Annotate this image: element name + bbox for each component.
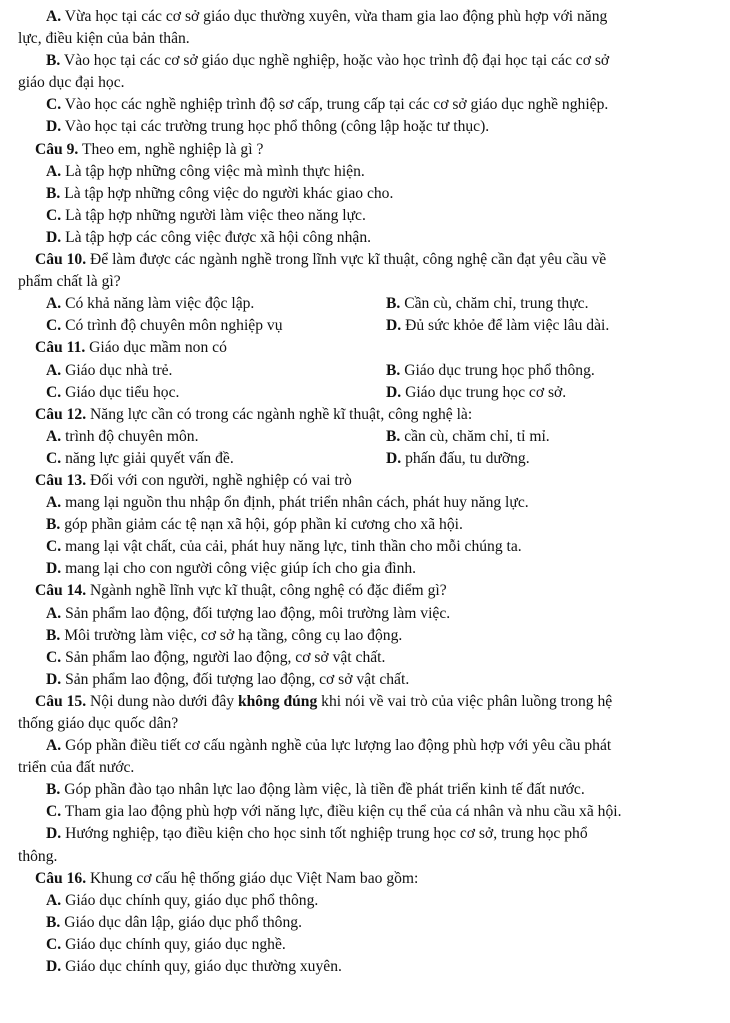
question-9: Câu 9. Theo em, nghề nghiệp là gì ?	[35, 140, 264, 158]
q10-options-row-1	[18, 293, 712, 315]
q11-option-c: C. Giáo dục tiểu học.	[46, 383, 180, 401]
q11-option-a: A. Giáo dục nhà trẻ.	[46, 361, 173, 379]
question-16: Câu 16. Khung cơ cấu hệ thống giáo dục Việt Nam bao gồm:	[35, 869, 419, 887]
q15-option-a: A. Góp phần điều tiết cơ cấu ngành nghề của lực lượng lao động phù hợp với yêu cầu phát	[46, 737, 612, 755]
q16-option-a: A. Giáo dục chính quy, giáo dục phổ thông.	[46, 891, 319, 909]
q14-option-b: B. Môi trường làm việc, cơ sở hạ tầng, công cụ lao động.	[46, 626, 403, 644]
q10-option-c: C. Có trình độ chuyên môn nghiệp vụ	[46, 317, 283, 335]
q14-option-a: A. Sản phẩm lao động, đối tượng lao động, môi trường làm việc.	[46, 604, 451, 622]
question-10-cont: phẩm chất là gì?	[18, 273, 121, 291]
q11-options-row-2	[18, 382, 712, 404]
q10-option-b: B. Cần cù, chăm chỉ, trung thực.	[386, 295, 589, 313]
q12-option-d: D. phấn đấu, tu dưỡng.	[386, 449, 530, 467]
q13-option-b: B. góp phần giảm các tệ nạn xã hội, góp phần kỉ cương cho xã hội.	[46, 516, 463, 534]
q12-option-c: C. năng lực giải quyết vấn đề.	[46, 449, 234, 467]
q10-option-d: D. Đủ sức khỏe để làm việc lâu dài.	[386, 317, 610, 335]
intro-option-a-cont: lực, điều kiện của bản thân.	[18, 30, 190, 48]
q16-option-d: D. Giáo dục chính quy, giáo dục thường xuyên.	[46, 958, 342, 976]
q9-option-d: D. Là tập hợp các công việc được xã hội công nhận.	[46, 228, 372, 246]
q13-option-a: A. mang lại nguồn thu nhập ổn định, phát triển nhân cách, phát huy năng lực.	[46, 494, 529, 512]
q16-option-b: B. Giáo dục dân lập, giáo dục phổ thông.	[46, 913, 302, 931]
q15-option-b: B. Góp phần đào tạo nhân lực lao động làm việc, là tiền đề phát triển kinh tế đất nước.	[46, 781, 585, 799]
q13-option-c: C. mang lại vật chất, của cải, phát huy năng lực, tinh thần cho mỗi chúng ta.	[46, 538, 522, 556]
q9-option-b: B. Là tập hợp những công việc do người khác giao cho.	[46, 184, 394, 202]
question-12: Câu 12. Năng lực cần có trong các ngành nghề kĩ thuật, công nghệ là:	[35, 405, 473, 423]
q13-option-d: D. mang lại cho con người công việc giúp ích cho gia đình.	[46, 560, 417, 578]
q12-options-row-2	[18, 448, 712, 470]
q14-option-d: D. Sản phẩm lao động, đối tượng lao động, cơ sở vật chất.	[46, 670, 410, 688]
intro-option-c: C. Vào học các nghề nghiệp trình độ sơ cấp, trung cấp tại các cơ sở giáo dục nghề nghiệp.	[46, 96, 609, 114]
question-14: Câu 14. Ngành nghề lĩnh vực kĩ thuật, công nghệ có đặc điểm gì?	[35, 582, 447, 600]
q12-option-a: A. trình độ chuyên môn.	[46, 427, 199, 445]
intro-option-a: A. Vừa học tại các cơ sở giáo dục thường xuyên, vừa tham gia lao động phù hợp với năng	[46, 8, 608, 25]
intro-option-b-cont: giáo dục đại học.	[18, 74, 125, 92]
q14-option-c: C. Sản phẩm lao động, người lao động, cơ sở vật chất.	[46, 648, 386, 666]
q9-option-a: A. Là tập hợp những công việc mà mình thực hiện.	[46, 162, 365, 180]
question-11: Câu 11. Giáo dục mầm non có	[35, 339, 227, 357]
q12-options-row-1	[18, 426, 712, 448]
q16-option-c: C. Giáo dục chính quy, giáo dục nghề.	[46, 935, 286, 953]
q12-option-b: B. cần cù, chăm chỉ, tỉ mỉ.	[386, 427, 550, 445]
q11-option-d: D. Giáo dục trung học cơ sở.	[386, 383, 567, 401]
q15-option-c: C. Tham gia lao động phù hợp với năng lực, điều kiện cụ thể của cá nhân và nhu cầu xã hội.	[46, 803, 622, 821]
q10-option-a: A. Có khả năng làm việc độc lập.	[46, 295, 255, 313]
question-13: Câu 13. Đối với con người, nghề nghiệp có vai trò	[35, 471, 352, 489]
question-15: Câu 15. Nội dung nào dưới đây không đúng khi nói về vai trò của việc phân luồng trong hệ	[35, 692, 613, 710]
q10-options-row-2	[18, 315, 712, 337]
q11-option-b: B. Giáo dục trung học phổ thông.	[386, 361, 595, 379]
question-10: Câu 10. Để làm được các ngành nghề trong lĩnh vực kĩ thuật, công nghệ cần đạt yêu cầu về	[35, 251, 607, 269]
intro-option-d: D. Vào học tại các trường trung học phổ thông (công lập hoặc tư thục).	[46, 118, 490, 136]
q15-option-d: D. Hướng nghiệp, tạo điều kiện cho học sinh tốt nghiệp trung học cơ sở, trung học phổ	[46, 825, 588, 843]
q11-options-row-1	[18, 360, 712, 382]
question-15-cont: thống giáo dục quốc dân?	[18, 715, 179, 732]
q15-option-a-cont: triển của đất nước.	[18, 759, 135, 777]
q9-option-c: C. Là tập hợp những người làm việc theo năng lực.	[46, 206, 366, 224]
intro-option-b: B. Vào học tại các cơ sở giáo dục nghề nghiệp, hoặc vào học trình độ đại học tại các cơ sở	[46, 52, 610, 70]
q15-option-d-cont: thông.	[18, 847, 58, 865]
